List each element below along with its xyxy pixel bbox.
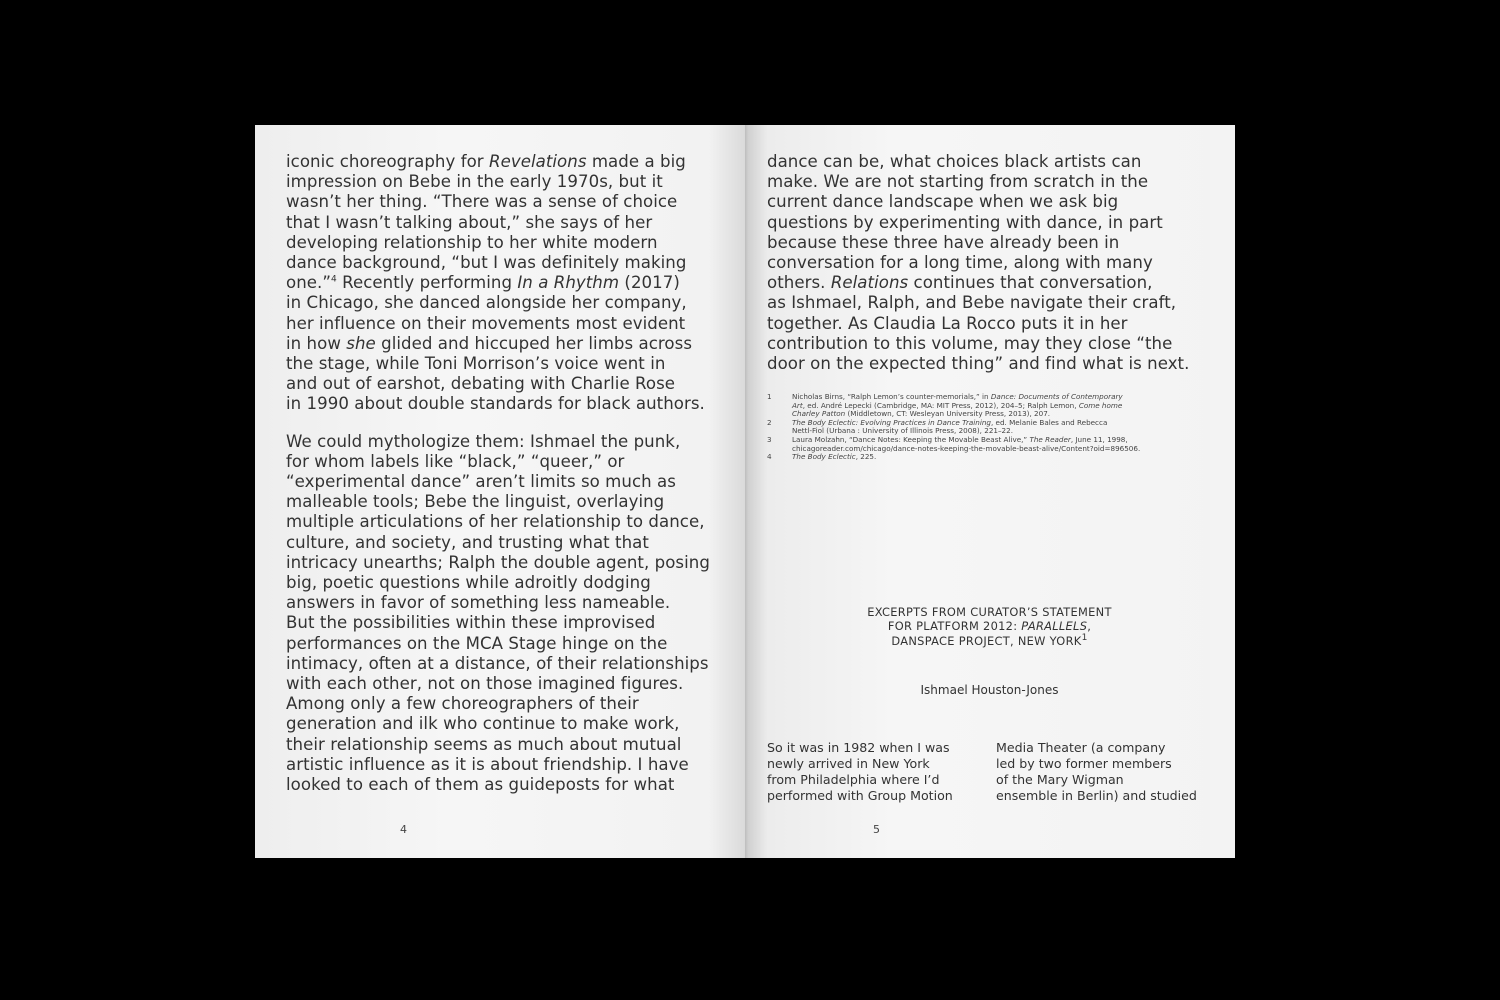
text-line <box>286 775 731 795</box>
column-line: ensemble in Berlin) and studied <box>996 788 1197 803</box>
text-run: But the possibilities within these improvised <box>286 613 656 633</box>
text-run: together. As Claudia La Rocco puts it in her <box>767 313 1128 333</box>
text-column-a <box>767 740 987 804</box>
text-run: glided and hiccuped her limbs across <box>375 333 693 353</box>
text-run: performances on the MCA Stage hinge on the <box>286 633 668 653</box>
author-name: Ishmael Houston-Jones <box>920 683 1059 697</box>
text-run: 1 <box>1081 633 1088 644</box>
footnote-text <box>792 393 1212 419</box>
text-run: PARALLELS <box>1021 619 1088 634</box>
text-run: she <box>346 333 376 353</box>
text-run: made a big <box>586 152 686 171</box>
text-line <box>286 233 731 253</box>
text-line <box>286 213 731 233</box>
text-run: continues that conversation, <box>908 273 1153 293</box>
text-run: , June 11, 1998, <box>1070 434 1128 444</box>
text-run: developing relationship to her white modern <box>286 232 658 252</box>
footnotes <box>767 393 1212 462</box>
column-line: So it was in 1982 when I was <box>767 740 950 755</box>
text-run: her influence on their movements most evident <box>286 313 686 333</box>
footnote-text <box>792 436 1212 453</box>
column-line: newly arrived in New York <box>767 756 930 771</box>
text-line <box>286 334 731 354</box>
text-line <box>286 553 731 573</box>
text-run: intimacy, often at a distance, of their relationships <box>286 653 709 673</box>
text-run: , ed. Melanie Bales and Rebecca <box>990 417 1108 427</box>
text-line <box>286 172 731 192</box>
text-line <box>286 512 731 532</box>
text-run: Art <box>792 400 803 410</box>
footnote <box>767 419 1212 436</box>
text-run: 4 <box>331 274 337 285</box>
text-run: because these three have already been in <box>767 232 1120 252</box>
column-line: Media Theater (a company <box>996 740 1166 755</box>
text-run: The Reader <box>1029 434 1071 444</box>
text-line <box>286 755 731 775</box>
text-run: contribution to this volume, may they close “the <box>767 333 1173 353</box>
text-line <box>767 233 1212 253</box>
text-line <box>286 533 731 553</box>
text-line <box>286 452 731 472</box>
text-line <box>767 293 1212 313</box>
column-line: from Philadelphia where I’d <box>767 772 940 787</box>
text-run: artistic influence as it is about friendship. I have <box>286 754 689 774</box>
text-run: wasn’t her thing. “There was a sense of choice <box>286 192 678 212</box>
footnote-number: 4 <box>767 452 772 462</box>
text-line <box>767 619 1212 633</box>
text-line <box>286 192 731 212</box>
text-run: answers in favor of something less nameable. <box>286 593 671 613</box>
text-run: door on the expected thing” and find what is next. <box>767 354 1190 374</box>
text-line <box>286 654 731 674</box>
text-run: culture, and society, and trusting what that <box>286 532 649 552</box>
text-run: that I wasn’t talking about,” she says of her <box>286 212 653 232</box>
text-run: one.” <box>286 273 331 293</box>
text-run: multiple articulations of her relationship to dance, <box>286 512 705 532</box>
page-number-right: 5 <box>873 823 880 836</box>
text-column-b <box>996 740 1216 804</box>
text-line <box>286 735 731 755</box>
text-line <box>286 573 731 593</box>
text-line <box>286 374 731 394</box>
text-run: with each other, not on those imagined figures. <box>286 674 684 694</box>
column-line: of the Mary Wigman <box>996 772 1124 787</box>
text-run: the stage, while Toni Morrison’s voice went in <box>286 354 666 374</box>
text-line <box>286 472 731 492</box>
text-run: intricacy unearths; Ralph the double agent, posing <box>286 552 710 572</box>
column-line: performed with Group Motion <box>767 788 953 803</box>
footnote-number: 3 <box>767 434 772 444</box>
text-run: Nettl-Fiol (Urbana : University of Illinois Press, 2008), 221–22. <box>792 426 1013 436</box>
right-body-text <box>767 152 1212 374</box>
text-run: Charley Patton <box>792 409 846 419</box>
text-run: conversation for a long time, along with many <box>767 253 1153 273</box>
text-run: FOR PLATFORM 2012: <box>887 619 1022 634</box>
footnote-number: 1 <box>767 392 772 401</box>
text-line <box>286 492 731 512</box>
text-run: malleable tools; Bebe the linguist, overlaying <box>286 492 665 512</box>
text-run: questions by experimenting with dance, in part <box>767 212 1163 232</box>
text-line <box>286 273 731 293</box>
text-run: Laura Molzahn, “Dance Notes: Keeping the Movable Beast Alive,” <box>792 434 1030 444</box>
text-run: others. <box>767 273 831 293</box>
book-spread <box>255 125 1235 858</box>
text-run: Relations <box>830 273 909 293</box>
right-page <box>748 125 1235 858</box>
text-line <box>767 354 1212 374</box>
text-run: make. We are not starting from scratch in the <box>767 172 1149 192</box>
text-line <box>286 634 731 654</box>
text-run: “experimental dance” aren’t limits so much as <box>286 472 676 492</box>
text-run: current dance landscape when we ask big <box>767 192 1119 212</box>
text-line <box>767 172 1212 192</box>
text-run: , 225. <box>855 452 877 462</box>
text-run: Dance: Documents of Contemporary <box>990 392 1123 401</box>
text-line <box>767 634 1212 648</box>
paragraph-break <box>286 415 731 432</box>
text-line <box>767 253 1212 273</box>
text-line <box>286 432 731 452</box>
text-run: The Body Eclectic: Evolving Practices in Dance Training <box>792 417 991 427</box>
text-run: In a Rhythm <box>517 273 620 293</box>
text-line <box>792 453 1212 462</box>
text-run: We could mythologize them: Ishmael the punk, <box>286 431 681 451</box>
text-line <box>286 694 731 714</box>
text-run: DANSPACE PROJECT, NEW YORK <box>891 633 1082 648</box>
text-run: chicagoreader.com/chicago/dance-notes-keeping-the-movable-beast-alive/Content?oid=896506. <box>792 443 1141 453</box>
column-line: led by two former members <box>996 756 1172 771</box>
text-run: Nicholas Birns, “Ralph Lemon’s counter-memorials,” in <box>792 392 991 401</box>
text-run: Revelations <box>488 152 587 171</box>
text-run: EXCERPTS FROM CURATOR’S STATEMENT <box>867 605 1112 619</box>
text-line <box>767 192 1212 212</box>
text-line <box>286 714 731 734</box>
text-run: Recently performing <box>336 273 518 293</box>
footnote-number: 2 <box>767 417 772 427</box>
text-run: and out of earshot, debating with Charlie Rose <box>286 374 676 394</box>
text-run: their relationship seems as much about mutual <box>286 734 682 754</box>
text-run: impression on Bebe in the early 1970s, but it <box>286 172 663 192</box>
text-line <box>286 314 731 334</box>
text-run: (Middletown, CT: Wesleyan University Press, 2013), 207. <box>845 409 1051 419</box>
text-run: looked to each of them as guideposts for what <box>286 775 675 795</box>
text-line <box>767 334 1212 354</box>
text-line <box>286 152 731 172</box>
text-line <box>767 213 1212 233</box>
text-run: (2017) <box>619 273 680 293</box>
text-run: Among only a few choreographers of their <box>286 694 639 714</box>
text-run: big, poetic questions while adroitly dodging <box>286 573 651 593</box>
text-line <box>767 605 1212 619</box>
footnote <box>767 453 1212 462</box>
text-line <box>286 674 731 694</box>
text-run: , <box>1087 619 1092 634</box>
text-run: generation and ilk who continue to make work, <box>286 714 680 734</box>
text-run: for whom labels like “black,” “queer,” or <box>286 451 625 471</box>
text-line <box>767 152 1212 172</box>
footnote-text <box>792 419 1212 436</box>
excerpt-heading <box>767 605 1212 648</box>
text-line <box>286 593 731 613</box>
text-run: as Ishmael, Ralph, and Bebe navigate their craft, <box>767 293 1177 313</box>
text-run: Come home <box>1078 400 1123 410</box>
left-body-text <box>286 152 731 795</box>
text-run: The Body Eclectic <box>792 452 856 462</box>
text-run: iconic choreography for <box>286 152 489 171</box>
text-line <box>767 273 1212 293</box>
footnote <box>767 436 1212 453</box>
text-run: in how <box>286 333 347 353</box>
footnote-text <box>792 453 1212 462</box>
page-number-left: 4 <box>400 823 407 836</box>
text-line <box>286 253 731 273</box>
text-line <box>286 394 731 414</box>
text-line <box>767 314 1212 334</box>
text-line <box>286 613 731 633</box>
left-page <box>255 125 748 858</box>
text-run: dance can be, what choices black artists can <box>767 152 1142 171</box>
text-run: in 1990 about double standards for black authors. <box>286 394 705 414</box>
text-run: in Chicago, she danced alongside her company, <box>286 293 687 313</box>
text-run: dance background, “but I was definitely making <box>286 253 687 273</box>
text-line <box>286 293 731 313</box>
footnote <box>767 393 1212 419</box>
text-line <box>286 354 731 374</box>
text-run: , ed. André Lepecki (Cambridge, MA: MIT Press, 2012), 204–5; Ralph Lemon, <box>802 400 1079 410</box>
